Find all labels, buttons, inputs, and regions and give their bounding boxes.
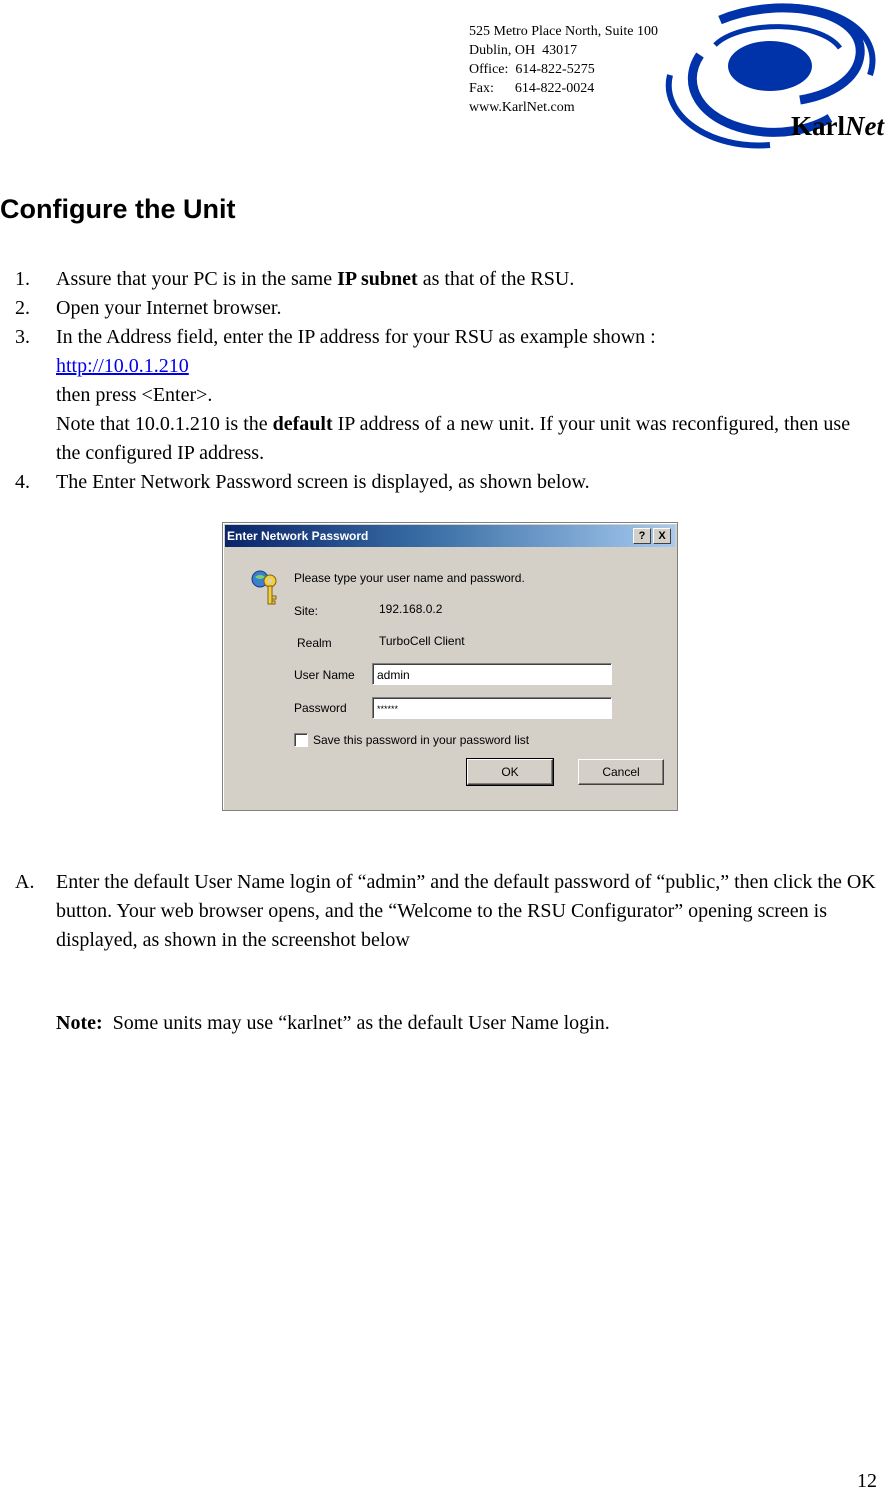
site-label: Site: xyxy=(294,604,319,618)
save-password-checkbox[interactable] xyxy=(294,733,308,747)
step-text: Open your Internet browser. xyxy=(56,297,282,319)
key-icon xyxy=(251,569,281,607)
page-title: Configure the Unit xyxy=(0,194,236,224)
realm-label: Realm xyxy=(297,636,332,650)
realm-value: TurboCell Client xyxy=(379,634,465,648)
list-item xyxy=(15,468,875,497)
help-button[interactable]: ? xyxy=(633,528,651,544)
list-item xyxy=(15,294,875,323)
step-number: 3. xyxy=(15,326,30,348)
password-dialog xyxy=(222,522,678,811)
step-number: 1. xyxy=(15,268,30,290)
site-value: 192.168.0.2 xyxy=(379,602,443,616)
save-password-label: Save this password in your password list xyxy=(313,733,530,747)
note-text: Note: Some units may use “karlnet” as the default User Name login. xyxy=(56,1012,610,1034)
password-label: Password xyxy=(294,701,347,715)
step-number: 4. xyxy=(15,471,30,493)
step-text: The Enter Network Password screen is displayed, as shown below. xyxy=(56,471,590,493)
dialog-title-bar: Enter Network Password xyxy=(225,525,675,547)
step-number: 2. xyxy=(15,297,30,319)
step-number: A. xyxy=(15,871,35,893)
address-line: Fax: 614-822-0024 xyxy=(469,81,595,96)
list-item xyxy=(15,265,875,294)
page-number: 12 xyxy=(857,1470,877,1492)
karlnet-logo xyxy=(660,0,889,150)
steps-list xyxy=(15,265,875,497)
company-address xyxy=(469,22,658,117)
step-text: Enter the default User Name login of “admin” and the default password of “public,” then click the OK button. Your web browser opens, and the “Welcome to the RSU Configurator” opening screen is displayed, as shown in the screenshot below xyxy=(56,871,876,951)
close-button[interactable]: X xyxy=(653,528,671,544)
address-line: Office: 614-822-5275 xyxy=(469,62,595,77)
ip-address-link[interactable]: http://10.0.1.210 xyxy=(56,355,189,377)
instruction-a xyxy=(15,868,880,955)
dialog-prompt: Please type your user name and password. xyxy=(294,571,525,585)
step-text: In the Address field, enter the IP address for your RSU as example shown : http://10.0.1.210 then press <Enter>. Note that 10.0.1.210 is the default IP address of a new unit. If your unit was reconfigured, then use the configured IP address. xyxy=(56,326,851,464)
logo-wordmark: KarlNet xyxy=(791,111,884,141)
list-item xyxy=(15,323,875,468)
address-line: www.KarlNet.com xyxy=(469,100,575,115)
cancel-button[interactable]: Cancel xyxy=(578,759,664,785)
password-input[interactable]: ****** xyxy=(372,697,612,719)
address-line: Dublin, OH 43017 xyxy=(469,43,578,58)
username-input[interactable]: admin xyxy=(372,663,612,685)
step-text: Assure that your PC is in the same IP subnet as that of the RSU. xyxy=(56,268,575,290)
address-line: 525 Metro Place North, Suite 100 xyxy=(469,24,658,39)
ok-button[interactable]: OK xyxy=(467,759,553,785)
username-label: User Name xyxy=(294,668,355,682)
